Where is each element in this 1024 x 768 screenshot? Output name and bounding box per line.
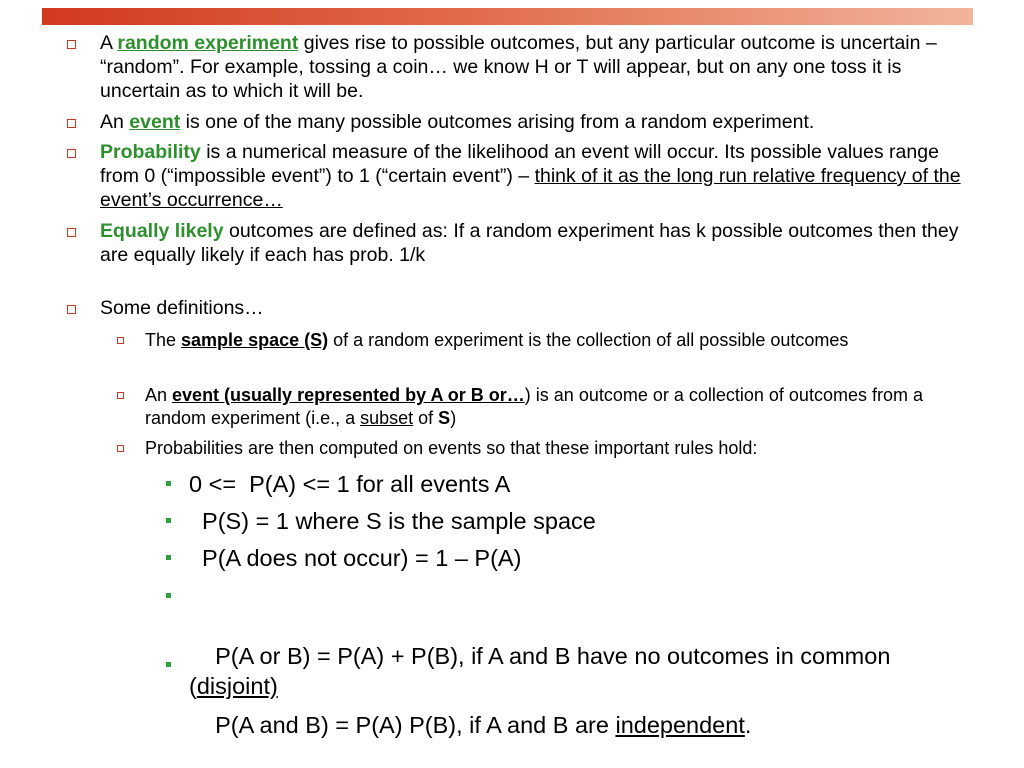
rule-complement [189,543,949,573]
hollow-square-bullet-icon [67,149,76,158]
bullet-event [100,110,980,134]
text-body: of a random experiment is the collection of all possible outcomes [328,330,849,350]
hollow-square-bullet-icon [117,445,124,452]
text-body: is one of the many possible outcomes arising from a random experiment. [180,111,815,133]
some-definitions-text: Some definitions… [100,297,264,319]
text-close-paren: ) [450,407,457,428]
term-random-experiment: random experiment [117,32,299,54]
hollow-square-bullet-icon [117,337,124,344]
text-prefix: An [100,111,130,133]
symbol-s: S [438,407,451,428]
title-accent-bar [42,8,973,25]
term-event: event [129,111,181,133]
hollow-square-bullet-icon [67,40,76,49]
underlined-frequency-note: think of it as the long run relative frequency of the event’s occurrence… [100,165,961,211]
rule-text: P(A does not occur) = 1 – P(A) [189,545,522,571]
text-prefix: The [145,330,182,350]
term-disjoint: disjoint) [196,673,278,699]
rule-text: P(A and B) = P(A) P(B), if A and B are [202,712,616,738]
filled-square-bullet-icon [166,518,171,523]
rules-intro-text: Probabilities are then computed on events so that these important rules hold: [145,438,758,458]
sub-bullet-event-definition [145,384,980,429]
rule-range [189,469,949,499]
term-event-notation: event (usually represented by A or B or… [172,385,525,405]
bullet-equally-likely [100,219,980,267]
text-prefix: A [100,32,118,54]
text-period: . [744,712,752,738]
bullet-probability [100,140,980,212]
rule-text: P(A or B) = P(A) + P(B), if A and B have no outcomes in common ( [189,643,897,699]
rule-independent [189,650,949,740]
filled-square-bullet-icon [166,593,171,598]
bullet-random-experiment [100,31,980,103]
text-body: is a numerical measure of the likelihood an event will occur. Its possible values range from 0 (“impossible event”) to 1 (“certain event”) – [100,141,939,187]
sub-bullet-sample-space [145,329,980,352]
text-body: gives rise to possible outcomes, but any particular outcome is uncertain – “random”. For example, tossing a coin… we know H or T will appear, but on any one toss it is uncertain as to which it will be. [100,32,937,102]
hollow-square-bullet-icon [67,119,76,128]
term-independent: independent [615,712,745,738]
hollow-square-bullet-icon [67,228,76,237]
text-body: ) is an outcome or a collection of outcomes from a random experiment (i.e., a [145,385,923,428]
filled-square-bullet-icon [166,481,171,486]
filled-square-bullet-icon [166,555,171,560]
text-of: of [413,407,439,428]
sub-bullet-probability-rules [145,437,980,460]
term-sample-space: sample space (S) [181,330,329,350]
rule-sample-space [189,506,949,536]
bullet-some-definitions [100,296,980,320]
term-equally-likely: Equally likely [100,220,224,242]
term-probability: Probability [100,141,201,163]
text-body: outcomes are defined as: If a random experiment has k possible outcomes then they are equally likely if each has prob. 1/k [100,220,959,266]
rule-text: 0 <= P(A) <= 1 for all events A [189,471,511,497]
rule-text: P(S) = 1 where S is the sample space [189,508,596,534]
term-subset: subset [360,407,414,428]
text-prefix: An [145,385,173,405]
hollow-square-bullet-icon [117,392,124,399]
filled-square-bullet-icon [166,662,171,667]
hollow-square-bullet-icon [67,305,76,314]
